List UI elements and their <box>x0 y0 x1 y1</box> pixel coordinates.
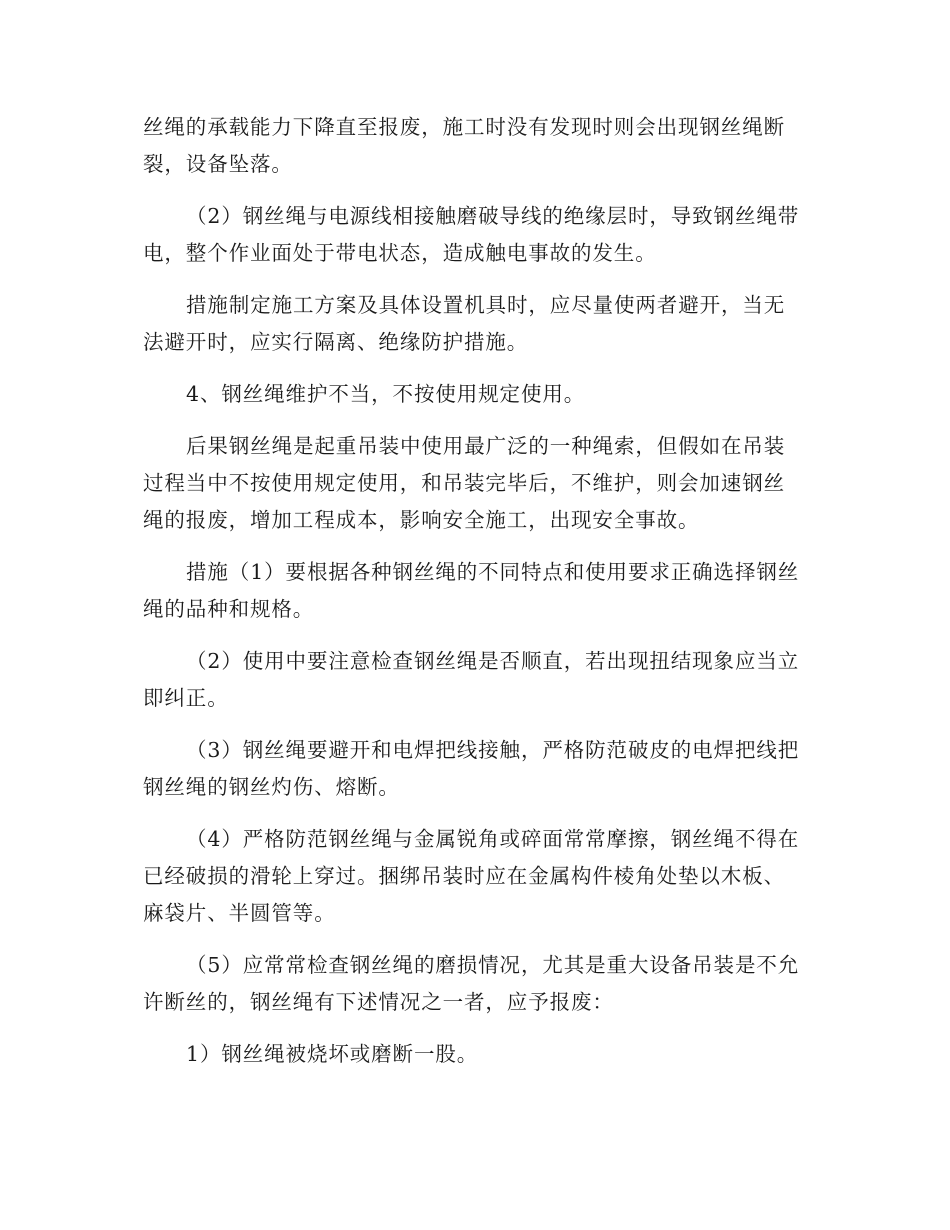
text-line-5: 措施制定施工方案及具体设置机具时，应尽量使两者避开，当无 <box>186 293 786 317</box>
text-line-21: 许断丝的，钢丝绳有下述情况之一者，应予报废： <box>143 990 614 1014</box>
section-heading: 4、钢丝绳维护不当，不按使用规定使用。 <box>186 382 586 406</box>
text-line-11: 措施（1）要根据各种钢丝绳的不同特点和使用要求正确选择钢丝 <box>186 560 800 584</box>
text-line-22: 1）钢丝绳被烧坏或磨断一股。 <box>186 1042 479 1066</box>
text-line-13: （2）使用中要注意检查钢丝绳是否顺直，若出现扭结现象应当立 <box>186 649 800 673</box>
text-line-2: 裂，设备坠落。 <box>143 152 293 176</box>
text-line-20: （5）应常常检查钢丝绳的磨损情况，尤其是重大设备吊装是不允 <box>186 953 800 977</box>
text-line-10: 绳的报废，增加工程成本，影响安全施工，出现安全事故。 <box>143 508 700 532</box>
text-line-18: 已经破损的滑轮上穿过。捆绑吊装时应在金属构件棱角处垫以木板、 <box>143 864 785 888</box>
text-line-6: 法避开时，应实行隔离、绝缘防护措施。 <box>143 330 529 354</box>
text-line-14: 即纠正。 <box>143 686 229 710</box>
text-line-4: 电，整个作业面处于带电状态，造成触电事故的发生。 <box>143 241 657 265</box>
text-line-3: （2）钢丝绳与电源线相接触磨破导线的绝缘层时，导致钢丝绳带 <box>186 204 800 228</box>
text-line-9: 过程当中不按使用规定使用，和吊装完毕后，不维护，则会加速钢丝 <box>143 471 785 495</box>
text-line-12: 绳的品种和规格。 <box>143 597 315 621</box>
text-line-17: （4）严格防范钢丝绳与金属锐角或碎面常常摩擦，钢丝绳不得在 <box>186 827 800 851</box>
text-line-1: 丝绳的承载能力下降直至报废，施工时没有发现时则会出现钢丝绳断 <box>143 115 785 139</box>
text-line-8: 后果钢丝绳是起重吊装中使用最广泛的一种绳索，但假如在吊装 <box>186 434 786 458</box>
text-line-16: 钢丝绳的钢丝灼伤、熔断。 <box>143 775 400 799</box>
text-line-15: （3）钢丝绳要避开和电焊把线接触，严格防范破皮的电焊把线把 <box>186 738 800 762</box>
text-line-19: 麻袋片、半圆管等。 <box>143 901 336 925</box>
